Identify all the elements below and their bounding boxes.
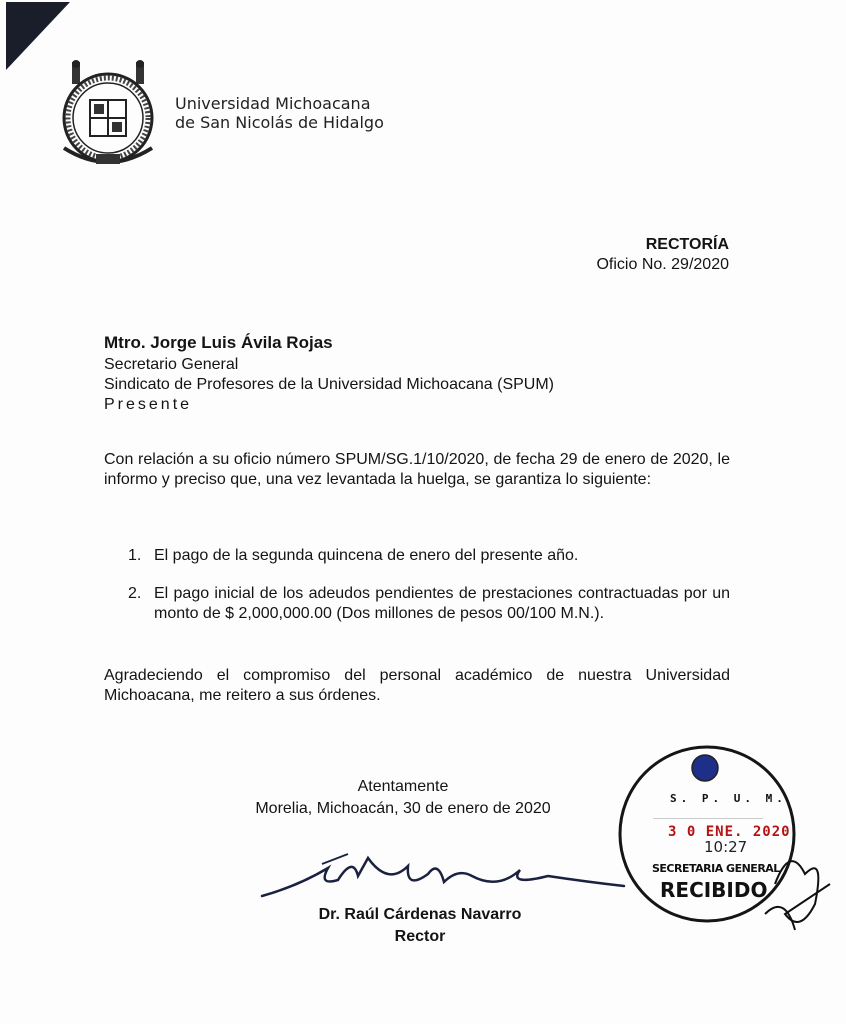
- department-title: RECTORÍA: [645, 236, 729, 253]
- list-item-text: El pago de la segunda quincena de enero del presente año.: [154, 547, 579, 564]
- list-item: [104, 546, 730, 566]
- farewell: Atentamente: [357, 778, 449, 795]
- closing-block: [238, 776, 568, 820]
- stamp-status: RECIBIDO: [660, 878, 768, 902]
- signer-block: [290, 904, 550, 948]
- handwritten-signature: [258, 846, 628, 906]
- recipient-salutation: Presente: [104, 396, 193, 413]
- university-name: [175, 94, 384, 132]
- recipient-block: [104, 333, 554, 415]
- memo-number: Oficio No. 29/2020: [596, 256, 729, 273]
- signer-title: Rector: [394, 928, 446, 945]
- guarantee-list: [104, 546, 730, 642]
- list-item-number: 1.: [128, 547, 142, 564]
- signer-name: Dr. Raúl Cárdenas Navarro: [318, 906, 522, 923]
- list-item: [104, 584, 730, 624]
- list-item-number: 2.: [128, 585, 142, 602]
- office-block: [596, 235, 729, 275]
- stamp-org: S. P. U. M.: [670, 792, 787, 805]
- stamp-time: 10:27: [704, 838, 748, 856]
- place-date: Morelia, Michoacán, 30 de enero de 2020: [255, 800, 551, 817]
- recipient-position: Secretario General: [104, 356, 239, 373]
- intro-paragraph: Con relación a su oficio número SPUM/SG.1/10/2020, de fecha 29 de enero de 2020, le informo y preciso que, una vez levantada la huelga, se garantiza lo siguiente:: [104, 451, 730, 488]
- university-name-line2: de San Nicolás de Hidalgo: [175, 113, 384, 132]
- list-item-text: El pago inicial de los adeudos pendientes de prestaciones contractuadas por un monto de $ 2,000,000.00 (Dos millones de pesos 00/100 M.N.).: [154, 585, 730, 622]
- recipient-organization: Sindicato de Profesores de la Universidad Michoacana (SPUM): [104, 376, 554, 393]
- recipient-name: Mtro. Jorge Luis Ávila Rojas: [104, 333, 333, 352]
- closing-paragraph: Agradeciendo el compromiso del personal académico de nuestra Universidad Michoacana, me reitero a sus órdenes.: [104, 667, 730, 704]
- stamp-office: SECRETARIA GENERAL: [652, 862, 780, 875]
- university-name-line1: Universidad Michoacana: [175, 94, 371, 113]
- stamp-date: 3 0 ENE. 2020: [668, 824, 791, 840]
- university-seal-logo: [56, 58, 160, 170]
